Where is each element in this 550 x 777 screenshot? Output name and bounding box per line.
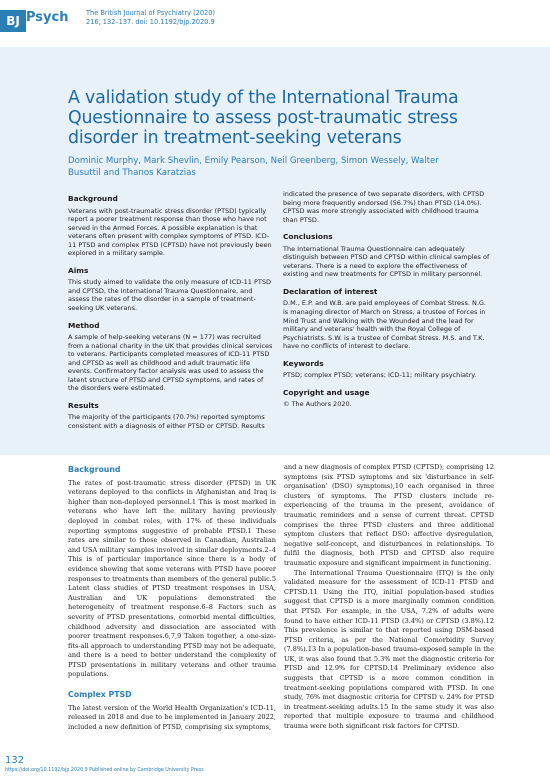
- abstract-copyright-heading: Copyright and usage: [283, 387, 370, 397]
- journal-header: [0, 0, 550, 35]
- page-number: 132: [5, 755, 25, 766]
- body-background-paragraph: The rates of post-traumatic stress disorder (PTSD) in UK veterans deployed to the conflicts in Afghanistan and Iraq is higher than non-deployed personnel.1 This is most marked in veterans who have left the military having previously deployed in combat roles, with 17% of these individuals reporting symptoms suggestive of probable PTSD.1 These rates are similar to those observed in Canadian, Australian and USA military samples involved in similar deployments.2–4 This is of particular importance since there is a body of evidence showing that some veterans with PTSD have poorer responses to treatments than members of the general public.5 Latent class studies of PTSD treatment responses in USA, Australian and UK populations demonstrated the heterogeneity of treatment response.6–8 Factors such as severity of PTSD presentations, comorbid mental difficulties, childhood adversity and dissociation are associated with poorer treatment responses.6,7,9 Taken together, a one-size-fits-all approach to understanding PTSD may not be adequate, and there is a need to better understand the complexity of PTSD presentations in military veterans and other trauma populations.: [68, 478, 276, 679]
- abstract-declaration-text: D.M., E.P. and W.B. are paid employees of Combat Stress. N.G. is managing director of March on Stress, a trustee of Forces in Mind Trust and Walking with the Wounded and the lead for military and veterans' health with the Royal College of Psychiatrists. S.W. is a trustee of Combat Stress. M.S. and T.K. have no conflicts of interest to declare.: [283, 299, 486, 351]
- doi-footer-link[interactable]: https://doi.org/10.1192/bjp.2020.9 Published online by Cambridge University Press: [5, 768, 204, 773]
- abstract-left-column: [68, 195, 275, 440]
- body-background-heading: Background: [68, 465, 121, 474]
- article-title: A validation study of the International Trauma Questionnaire to assess post-traumatic stress disorder in treatment-seeking veterans: [68, 88, 459, 148]
- abstract-conclusions-heading: Conclusions: [283, 232, 333, 242]
- abstract-keywords-text: PTSD; complex PTSD; veterans; ICD-11; military psychiatry.: [283, 371, 477, 380]
- abstract-aims-text: This study aimed to validate the only measure of ICD-11 PTSD and CPTSD, the International Trauma Questionnaire, and assess the rates of the disorder in a sample of treatment-seeking UK veterans.: [68, 278, 271, 313]
- body-left-column: [68, 465, 276, 732]
- journal-logo-word: Psych: [26, 10, 69, 25]
- journal-doi: 216, 132–137. doi: 10.1192/bjp.2020.9: [86, 17, 215, 26]
- abstract-results-heading: Results: [68, 400, 99, 410]
- body-complex-ptsd-heading: Complex PTSD: [68, 690, 132, 700]
- article-authors: Dominic Murphy, Mark Shevlin, Emily Pearson, Neil Greenberg, Simon Wessely, Walter Busuttil and Thanos Karatzias: [68, 156, 439, 178]
- body-right-column: [284, 463, 494, 732]
- abstract-copyright-text: © The Authors 2020.: [283, 400, 352, 409]
- abstract-background-text: Veterans with post-traumatic stress disorder (PTSD) typically report a poorer treatment response than those who have not served in the Armed Forces. A possible explanation is that veterans often present with complex symptoms of PTSD. ICD-11 PTSD and complex PTSD (CPTSD) have not previously been explored in a military sample.: [68, 206, 272, 258]
- abstract-declaration-heading: Declaration of interest: [283, 286, 378, 296]
- abstract-method-heading: Method: [68, 320, 100, 330]
- body-complex-ptsd-paragraph: The latest version of the World Health Organization's ICD-11, released in 2018 and due to be implemented in January 2022, included a new definition of PTSD, comprising six symptoms,: [68, 703, 276, 731]
- abstract-background-heading: Background: [68, 194, 118, 203]
- abstract-conclusions-text: The International Trauma Questionnaire can adequately distinguish between PTSD and CPTSD within clinical samples of veterans. There is a need to explore the effectiveness of existing and new treatments for CPTSD in military personnel.: [283, 244, 490, 279]
- abstract-results-continued: indicated the presence of two separate disorders, with CPTSD being more frequently endorsed (56.7%) than PTSD (14.0%). CPTSD was more strongly associated with childhood trauma than PTSD.: [283, 190, 485, 224]
- abstract-aims-heading: Aims: [68, 265, 89, 275]
- journal-name: The British Journal of Psychiatry (2020): [86, 9, 215, 17]
- journal-citation: [86, 9, 215, 26]
- body-cptsd-paragraph: and a new diagnosis of complex PTSD (CPTSD), comprising 12 symptoms (six PTSD symptoms and six 'disturbance in self-organisation' (DSO) symptoms),10 each organised in three clusters of symptoms. The PTSD clusters include re-experiencing of the trauma in the present, avoidance of traumatic reminders and a sense of current threat. CPTSD comprises the three PTSD clusters and three additional symptom clusters that reflect DSO: affective dysregulation, negative self-concept, and disturbances in relationships. To fulfil the diagnosis, both PTSD and CPTSD also require traumatic exposure and significant impairment in functioning.: [284, 463, 494, 567]
- abstract-method-text: A sample of help-seeking veterans (N = 177) was recruited from a national charity in the UK that provides clinical services to veterans. Participants completed measures of ICD-11 PTSD and CPTSD as well as childhood and adult traumatic life events. Confirmatory factor analysis was used to assess the latent structure of PTSD and CPTSD symptoms, and rates of the disorders were estimated.: [68, 333, 273, 393]
- abstract-results-text: The majority of the participants (70.7%) reported symptoms consistent with a diagnosis of either PTSD or CPTSD. Results: [68, 413, 265, 431]
- abstract-right-column: [283, 190, 493, 418]
- abstract-keywords-heading: Keywords: [283, 358, 324, 368]
- body-itq-paragraph: The International Trauma Questionnaire (ITQ) is the only validated measure for the assessment of ICD-11 PTSD and CPTSD.11 Using the ITQ, initial population-based studies suggest that CPTSD is a more marginally common condition that PTSD. For example, in the USA, 7.2% of adults were found to have either ICD-11 PTSD (3.4%) or CPTSD (3.8%).12 This prevalence is similar to that reported using DSM-based PTSD criteria, as per the National Comorbidity Survey (7.8%).13 In a population-based trauma-exposed sample in the UK, it was also found that 5.3% met the diagnostic criteria for PTSD and 12.9% for CPTSD.14 Preliminary evidence also suggests that CPTSD is a more common condition in treatment-seeking populations compared with PTSD. In one study, 76% met diagnostic criteria for CPTSD v. 24% for PTSD in treatment-seeking adults.15 In the same study it was also reported that multiple exposure to trauma and childhood trauma were both significant risk factors for CPTSD.: [284, 568, 494, 731]
- journal-logo-mark: BJ: [0, 10, 26, 32]
